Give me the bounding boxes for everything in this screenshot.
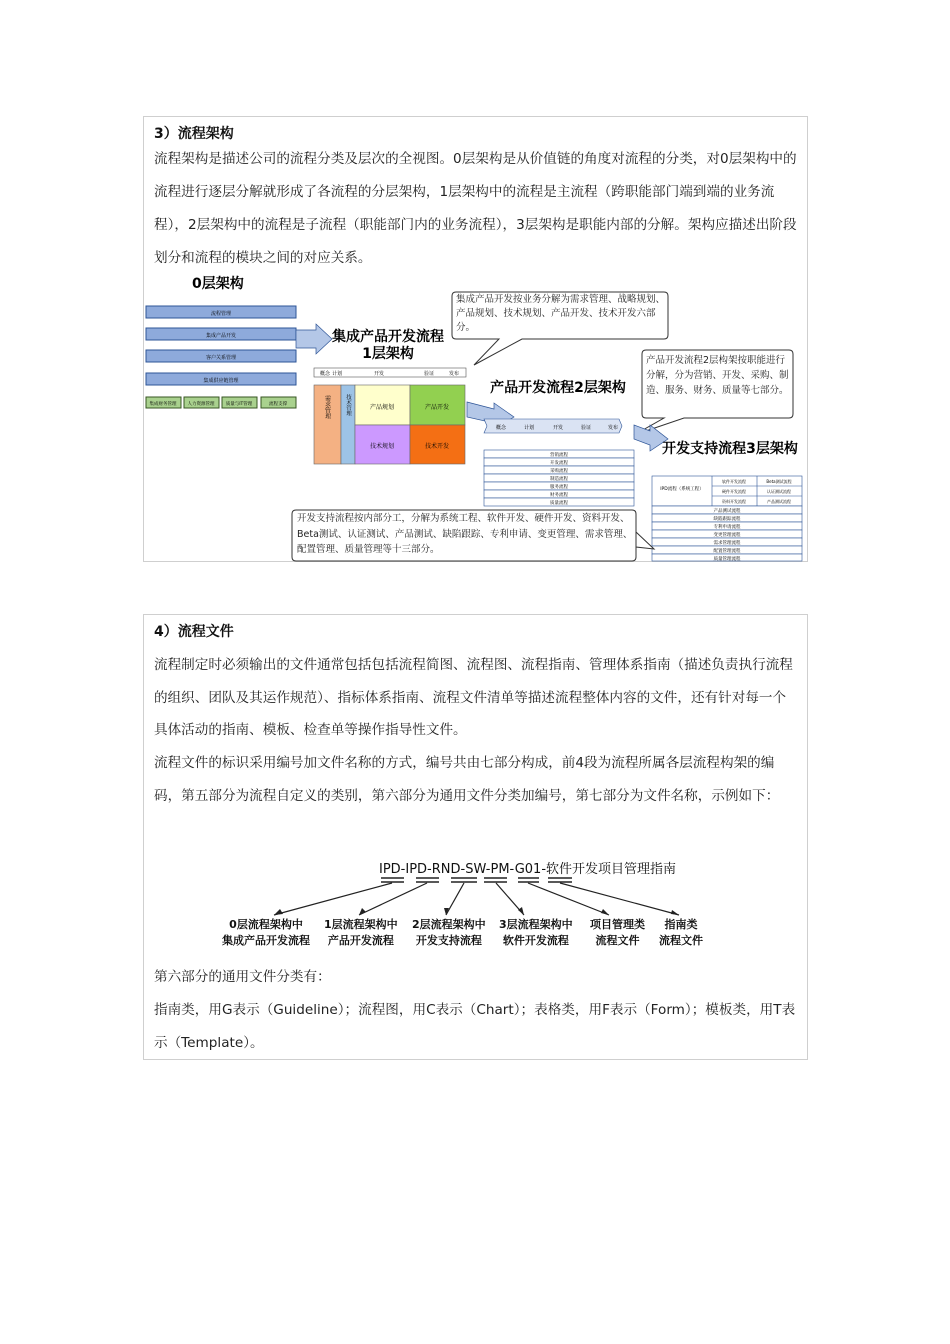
level2-stages [484, 419, 622, 433]
level1-body [314, 385, 465, 464]
section-4-paragraph-4: 指南类，用G表示（Guideline）；流程图，用C表示（Chart）；表格类，用F表示（Form）；模板类，用T表示（Template）。 [154, 1002, 796, 1051]
level0-bottom-items [146, 397, 296, 408]
level0-item: 流程管理 [210, 311, 232, 317]
example-label-line1: 1层流程架构中 [324, 918, 398, 931]
example-label [499, 917, 573, 949]
level0-bottom-item: 质量与IT管理 [225, 402, 253, 407]
level1-header-cell: 验证 [424, 371, 435, 377]
example-label-line1: 项目管理类 [590, 918, 645, 931]
level2-row: 财务流程 [550, 493, 568, 498]
level1-title-line2: 1层架构 [362, 346, 414, 362]
example-label [590, 917, 645, 949]
level2-stage: 验证 [581, 425, 592, 431]
example-file-code: IPD-IPD-RND-SW-PM-G01-软件开发项目管理指南 [379, 862, 677, 877]
level1-cell: 产品规划 [369, 404, 395, 411]
section-4-box [143, 614, 808, 1060]
callout-3-text: 开发支持流程按内部分工，分解为系统工程、软件开发、硬件开发、资料开发、Beta测试、认证测试、产品测试、缺陷跟踪、专利申请、变更管理、需求管理、配置管理、质量管理等十三部分。 [297, 513, 633, 555]
level1-header-cell: 发布 [449, 371, 460, 377]
level3-row: 质量管理流程 [713, 557, 741, 562]
level3-row: 需求管理流程 [713, 541, 741, 546]
level0-bottom-item: 流程支撑 [269, 402, 287, 407]
callout-3-pointer [636, 532, 654, 549]
level0-items [146, 306, 296, 385]
level2-row: 服务流程 [550, 485, 568, 490]
section-3-paragraph: 流程架构是描述公司的流程分类及层次的全视图。0层架构是从价值链的角度对流程的分类，对0层架构中的流程进行逐层分解就形成了各流程的分层架构，1层架构中的流程是主流程（跨职能部门端到端的业务流程），2层架构中的流程是子流程（职能部门内的业务流程），3层架构是职能内部的分解。架构应描述出阶段划分和流程的模块之间的对应关系。 [154, 151, 797, 266]
level1-title-line1: 集成产品开发流程 [332, 329, 444, 345]
level2-stage: 计划 [524, 425, 535, 431]
level2-row: 制造流程 [550, 477, 568, 482]
level3-cell: Beta测试流程 [766, 479, 792, 484]
level2-row: 质量流程 [550, 501, 568, 506]
example-label-line2: 流程文件 [659, 934, 703, 947]
section-4-paragraph-2: 流程文件的标识采用编号加文件名称的方式，编号共由七部分构成，前4段为流程所属各层流程构架的编码，第五部分为流程自定义的类别，第六部分为通用文件分类加编号，第七部分为文件名称，示例如下： [154, 755, 780, 804]
section-4-heading: 4）流程文件 [154, 624, 234, 640]
level3-table [652, 476, 802, 562]
example-label-line2: 开发支持流程 [415, 934, 482, 947]
level1-mid-label: 技术管理 [345, 394, 351, 416]
example-label-line2: 软件开发流程 [502, 934, 569, 947]
example-label-line1: 指南类 [664, 918, 698, 931]
level3-left-cell: IPD流程（系统工程） [660, 487, 704, 492]
level3-row: 专利申请流程 [713, 525, 741, 530]
level0-bottom-item: 集成财务管理 [149, 402, 177, 407]
level0-item: 集成产品开发 [205, 333, 237, 339]
level1-header-cell: 概念 [320, 371, 331, 377]
level3-row: 缺陷跟踪流程 [713, 517, 741, 522]
level1-header [314, 368, 466, 377]
example-label-line1: 2层流程架构中 [412, 918, 486, 931]
callout-1-text: 集成产品开发按业务分解为需求管理、战略规划、产品规划、技术规划、产品开发、技术开发六部分。 [456, 294, 666, 333]
level2-rows [484, 450, 634, 506]
example-label [412, 917, 486, 949]
level0-item: 集成供应链管理 [203, 378, 239, 384]
example-label [659, 917, 703, 949]
level2-stage: 开发 [553, 425, 564, 431]
level0-to-level1-arrow [296, 324, 332, 354]
level1-header-cell: 开发 [374, 371, 385, 377]
level1-cell: 技术规划 [369, 443, 395, 450]
level0-title: 0层架构 [192, 276, 244, 292]
level3-cell: 软件开发流程 [722, 479, 746, 484]
callout-2-text: 产品开发流程2层构架按职能进行分解，分为营销、开发、采购、制造、服务、财务、质量等七部分。 [646, 355, 789, 396]
level1-cell: 技术开发 [424, 443, 450, 450]
example-label-line2: 集成产品开发流程 [222, 934, 310, 947]
level3-cell: 产品测试流程 [767, 499, 791, 504]
section-3-box [143, 116, 808, 562]
level2-row: 开发流程 [550, 461, 568, 466]
example-label-line1: 3层流程架构中 [499, 918, 573, 931]
level2-row: 采购流程 [550, 469, 568, 474]
level2-stage: 概念 [496, 425, 507, 431]
level3-cell: 资料开发流程 [722, 499, 746, 504]
level1-cell: 产品开发 [424, 404, 450, 411]
process-architecture-diagram [144, 117, 809, 563]
level3-cell: 硬件开发流程 [722, 489, 746, 494]
level3-row: 产品测试流程 [713, 509, 741, 514]
level1-header-cell: 计划 [332, 371, 343, 377]
level3-row: 变更管理流程 [713, 533, 741, 538]
level0-item: 客户关系管理 [205, 355, 237, 361]
section-4-paragraph-3: 第六部分的通用文件分类有： [154, 969, 331, 985]
example-label [324, 917, 398, 949]
section-3-heading: 3）流程架构 [154, 126, 234, 142]
example-label-line1: 0层流程架构中 [229, 918, 303, 931]
level3-cell: 认证测试流程 [767, 489, 791, 494]
level3-title: 开发支持流程3层架构 [662, 441, 798, 457]
example-label-line2: 产品开发流程 [327, 934, 394, 947]
level0-bottom-item: 人力资源管理 [187, 402, 215, 407]
level2-title: 产品开发流程2层架构 [490, 380, 626, 396]
example-label-line2: 流程文件 [595, 934, 640, 947]
example-label [222, 917, 310, 949]
level3-row: 配置管理流程 [713, 549, 741, 554]
level2-row: 营销流程 [550, 453, 568, 458]
level2-stage: 发布 [608, 425, 619, 431]
section-4-paragraph-1: 流程制定时必须输出的文件通常包括包括流程简图、流程图、流程指南、管理体系指南（描述负责执行流程的组织、团队及其运作规范）、指标体系指南、流程文件清单等描述流程整体内容的文件，还有针对每一个具体活动的指南、模板、检查单等操作指导性文件。 [154, 657, 793, 738]
level1-left-label: 需求管理 [323, 395, 331, 419]
